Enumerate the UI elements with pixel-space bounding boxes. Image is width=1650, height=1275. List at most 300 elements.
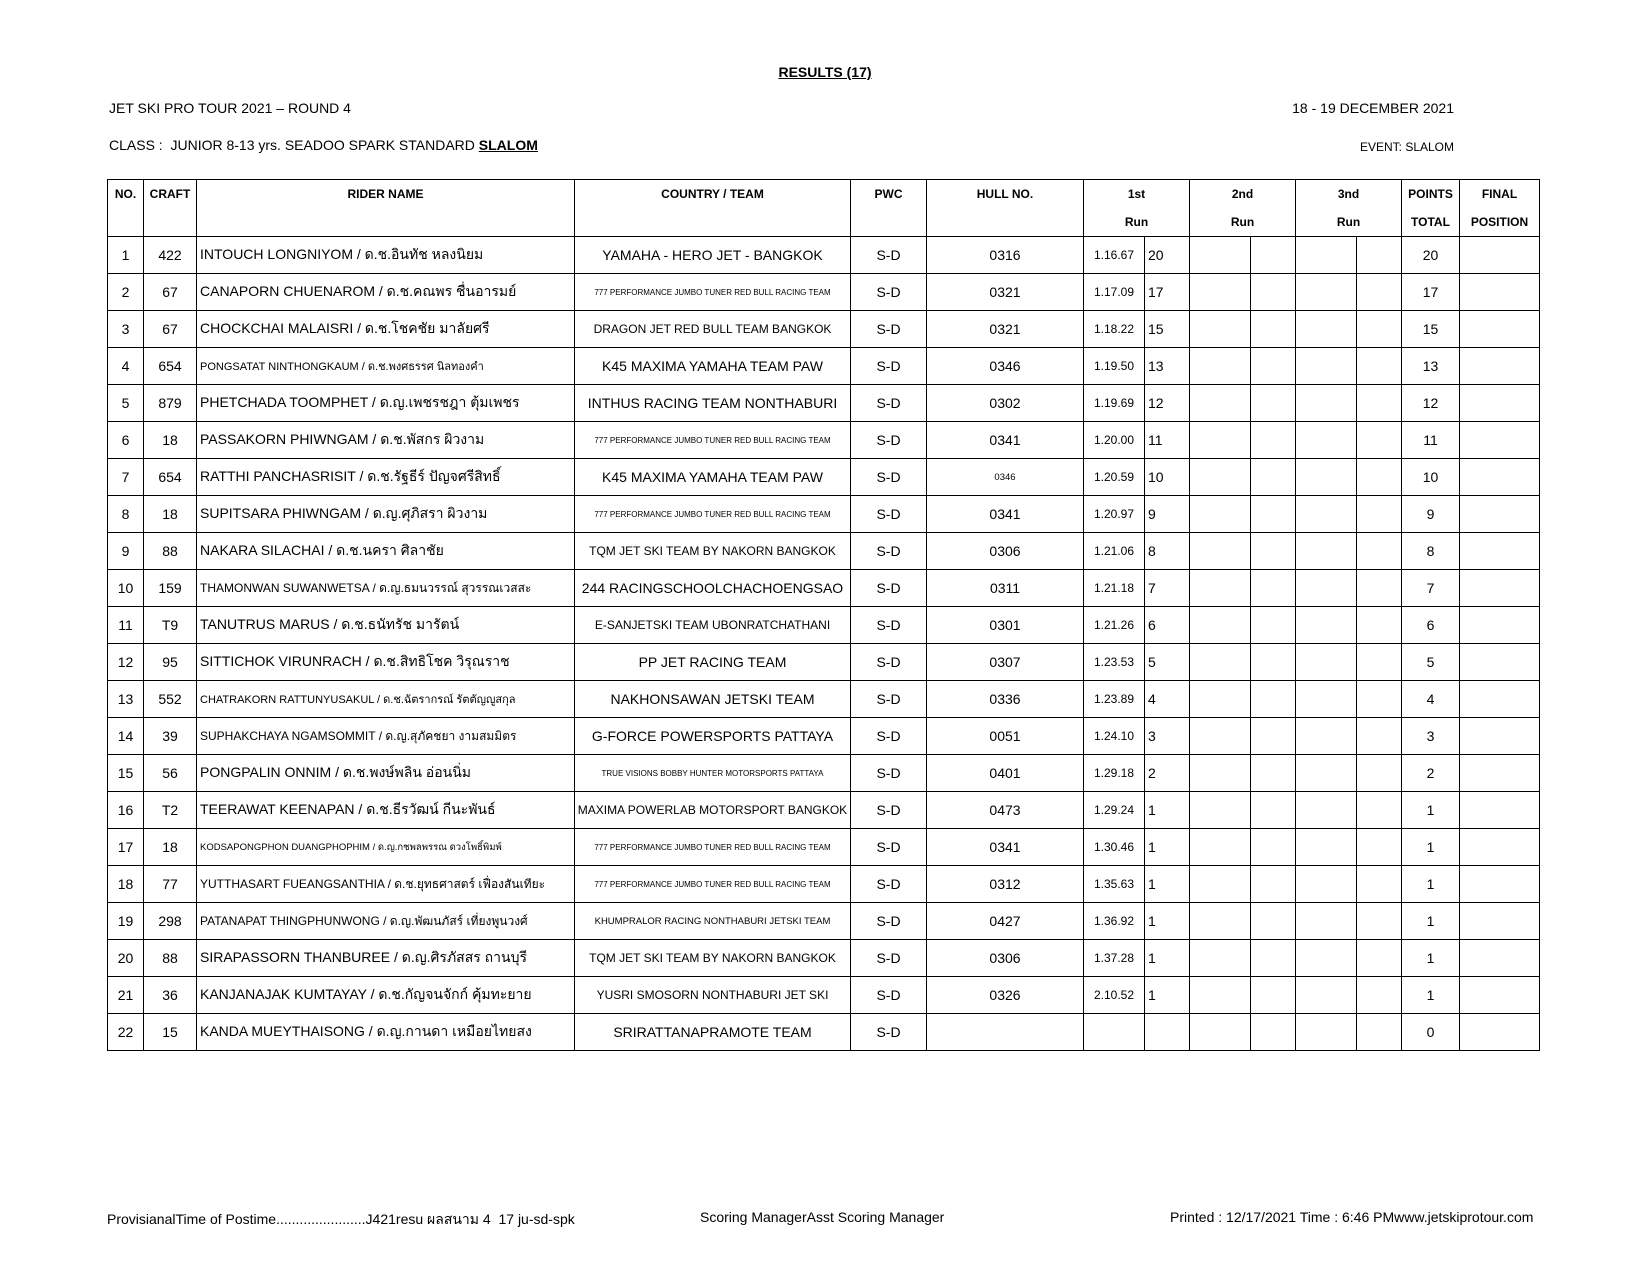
cell-pwc: S-D [851,977,927,1014]
cell-final-position [1460,607,1540,644]
cell-run2-points [1251,940,1296,977]
cell-no: 6 [108,422,144,459]
cell-run1-time: 1.23.89 [1084,681,1145,718]
cell-no: 7 [108,459,144,496]
cell-final-position [1460,348,1540,385]
col-team: COUNTRY / TEAM [575,180,851,209]
cell-points-total: 1 [1402,792,1460,829]
cell-run2-time [1190,681,1251,718]
cell-hull: 0051 [927,718,1084,755]
cell-points-total: 5 [1402,644,1460,681]
cell-run2-points [1251,311,1296,348]
cell-final-position [1460,237,1540,274]
class-line [109,137,538,153]
cell-team: 777 PERFORMANCE JUMBO TUNER RED BULL RACING TEAM [575,496,851,533]
cell-final-position [1460,385,1540,422]
cell-run1-points: 3 [1145,718,1190,755]
cell-craft: 552 [144,681,197,718]
cell-rider: INTOUCH LONGNIYOM / ด.ช.อินทัช หลงนิยม [197,237,575,274]
class-event-name: SLALOM [478,137,538,153]
cell-run2-points [1251,644,1296,681]
cell-final-position [1460,792,1540,829]
cell-run1-time: 1.20.59 [1084,459,1145,496]
table-row [108,1014,1540,1051]
cell-team: E-SANJETSKI TEAM UBONRATCHATHANI [575,607,851,644]
cell-rider: PATANAPAT THINGPHUNWONG / ด.ญ.พัฒนภัสร์ เที่ยงพูนวงศ์ [197,903,575,940]
cell-run3-time [1296,718,1357,755]
cell-points-total: 0 [1402,1014,1460,1051]
cell-run1-time: 1.37.28 [1084,940,1145,977]
cell-run2-points [1251,829,1296,866]
cell-points-total: 10 [1402,459,1460,496]
col-pwc: PWC [851,180,927,209]
cell-run2-time [1190,977,1251,1014]
table-row [108,607,1540,644]
cell-run1-time: 1.17.09 [1084,274,1145,311]
tour-name: JET SKI PRO TOUR 2021 – ROUND 4 [109,100,351,116]
cell-pwc: S-D [851,792,927,829]
cell-run3-time [1296,533,1357,570]
cell-no: 13 [108,681,144,718]
cell-rider: PHETCHADA TOOMPHET / ด.ญ.เพชรชฎา ตุ้มเพชร [197,385,575,422]
cell-run2-time [1190,422,1251,459]
table-row [108,681,1540,718]
cell-run3-points [1357,496,1402,533]
cell-run2-time [1190,866,1251,903]
cell-craft: 18 [144,422,197,459]
cell-no: 15 [108,755,144,792]
cell-team: TRUE VISIONS BOBBY HUNTER MOTORSPORTS PATTAYA [575,755,851,792]
cell-run2-time [1190,792,1251,829]
cell-rider: YUTTHASART FUEANGSANTHIA / ด.ช.ยุทธศาสตร์ เฟื่องสันเทียะ [197,866,575,903]
table-row [108,533,1540,570]
cell-final-position [1460,459,1540,496]
cell-run3-time [1296,903,1357,940]
cell-no: 11 [108,607,144,644]
cell-hull: 0321 [927,311,1084,348]
cell-run3-time [1296,459,1357,496]
cell-points-total: 11 [1402,422,1460,459]
cell-run3-time [1296,570,1357,607]
cell-no: 22 [108,1014,144,1051]
cell-pwc: S-D [851,644,927,681]
cell-run3-time [1296,792,1357,829]
footer-scoring: Scoring ManagerAsst Scoring Manager [700,1209,945,1225]
cell-run1-time: 1.29.24 [1084,792,1145,829]
cell-rider: CANAPORN CHUENAROM / ด.ช.คณพร ชื่นอารมย์ [197,274,575,311]
cell-final-position [1460,829,1540,866]
cell-hull: 0341 [927,422,1084,459]
event-dates: 18 - 19 DECEMBER 2021 [1292,100,1454,116]
cell-no: 19 [108,903,144,940]
cell-hull: 0336 [927,681,1084,718]
table-row [108,829,1540,866]
cell-run1-points: 2 [1145,755,1190,792]
cell-run1-time: 1.19.69 [1084,385,1145,422]
cell-points-total: 12 [1402,385,1460,422]
table-row [108,718,1540,755]
cell-points-total: 2 [1402,755,1460,792]
cell-pwc: S-D [851,755,927,792]
cell-run1-points: 15 [1145,311,1190,348]
cell-craft: 77 [144,866,197,903]
cell-run1-points: 8 [1145,533,1190,570]
cell-run3-time [1296,829,1357,866]
cell-run3-time [1296,755,1357,792]
cell-hull: 0306 [927,940,1084,977]
cell-hull: 0321 [927,274,1084,311]
cell-run3-points [1357,570,1402,607]
cell-final-position [1460,1014,1540,1051]
cell-run2-points [1251,755,1296,792]
cell-rider: KANJANAJAK KUMTAYAY / ด.ช.กัญจนจักก์ คุ้มทะยาย [197,977,575,1014]
table-row [108,348,1540,385]
cell-points-total: 1 [1402,940,1460,977]
cell-craft: 88 [144,533,197,570]
cell-team: YUSRI SMOSORN NONTHABURI JET SKI [575,977,851,1014]
col-hull: HULL NO. [927,180,1084,209]
cell-run2-time [1190,570,1251,607]
cell-run1-time: 2.10.52 [1084,977,1145,1014]
table-row [108,496,1540,533]
cell-team: MAXIMA POWERLAB MOTORSPORT BANGKOK [575,792,851,829]
table-row [108,792,1540,829]
cell-run1-points: 5 [1145,644,1190,681]
cell-run3-time [1296,274,1357,311]
cell-run1-time [1084,1014,1145,1051]
col-run3-sub: Run [1296,208,1402,237]
cell-pwc: S-D [851,422,927,459]
cell-run1-points: 1 [1145,903,1190,940]
cell-no: 17 [108,829,144,866]
cell-run3-points [1357,977,1402,1014]
cell-team: NAKHONSAWAN JETSKI TEAM [575,681,851,718]
cell-run2-points [1251,496,1296,533]
cell-pwc: S-D [851,496,927,533]
cell-final-position [1460,755,1540,792]
cell-points-total: 20 [1402,237,1460,274]
cell-team: 777 PERFORMANCE JUMBO TUNER RED BULL RACING TEAM [575,866,851,903]
cell-hull: 0346 [927,459,1084,496]
cell-pwc: S-D [851,274,927,311]
cell-final-position [1460,533,1540,570]
cell-no: 2 [108,274,144,311]
cell-run2-points [1251,718,1296,755]
cell-final-position [1460,570,1540,607]
cell-team: INTHUS RACING TEAM NONTHABURI [575,385,851,422]
cell-run3-time [1296,607,1357,644]
cell-pwc: S-D [851,607,927,644]
cell-hull: 0473 [927,792,1084,829]
cell-pwc: S-D [851,348,927,385]
cell-run3-points [1357,681,1402,718]
cell-points-total: 1 [1402,866,1460,903]
cell-craft: T2 [144,792,197,829]
cell-run3-time [1296,385,1357,422]
cell-hull: 0401 [927,755,1084,792]
col-points: POINTS [1402,180,1460,209]
cell-run2-time [1190,385,1251,422]
cell-hull: 0301 [927,607,1084,644]
col-run2-sub: Run [1190,208,1296,237]
results-body [108,237,1540,1051]
cell-craft: 654 [144,348,197,385]
cell-hull: 0316 [927,237,1084,274]
cell-final-position [1460,311,1540,348]
cell-rider: TEERAWAT KEENAPAN / ด.ช.ธีรวัฒน์ กีนะพันธ์ [197,792,575,829]
cell-run2-points [1251,866,1296,903]
cell-run3-points [1357,533,1402,570]
cell-craft: 18 [144,829,197,866]
cell-pwc: S-D [851,718,927,755]
cell-team: 777 PERFORMANCE JUMBO TUNER RED BULL RACING TEAM [575,422,851,459]
cell-hull: 0346 [927,348,1084,385]
cell-final-position [1460,422,1540,459]
cell-pwc: S-D [851,311,927,348]
cell-run2-points [1251,237,1296,274]
cell-run1-time: 1.21.06 [1084,533,1145,570]
cell-pwc: S-D [851,903,927,940]
cell-team: KHUMPRALOR RACING NONTHABURI JETSKI TEAM [575,903,851,940]
cell-run1-points: 4 [1145,681,1190,718]
event-label: EVENT: SLALOM [1359,140,1454,154]
col-run2: 2nd [1190,180,1296,209]
cell-rider: SITTICHOK VIRUNRACH / ด.ช.สิทธิโชค วิรุณราช [197,644,575,681]
cell-pwc: S-D [851,681,927,718]
table-row [108,644,1540,681]
cell-run1-time: 1.36.92 [1084,903,1145,940]
cell-run1-time: 1.21.18 [1084,570,1145,607]
footer-provisional: ProvisianalTime of Postime.......................J421resu ผลสนาม 4 17 ju-sd-spk [107,1211,575,1227]
table-row [108,459,1540,496]
cell-pwc: S-D [851,533,927,570]
cell-craft: 56 [144,755,197,792]
class-description: CLASS : JUNIOR 8-13 yrs. SEADOO SPARK STANDARD [109,137,479,153]
cell-rider: SIRAPASSORN THANBUREE / ด.ญ.ศิรภัสสร ถานบุรี [197,940,575,977]
cell-pwc: S-D [851,385,927,422]
cell-hull: 0326 [927,977,1084,1014]
cell-hull: 0307 [927,644,1084,681]
cell-run1-points: 1 [1145,940,1190,977]
cell-points-total: 4 [1402,681,1460,718]
cell-final-position [1460,644,1540,681]
cell-run1-points: 7 [1145,570,1190,607]
cell-run3-points [1357,348,1402,385]
cell-no: 12 [108,644,144,681]
table-row [108,422,1540,459]
cell-rider: TANUTRUS MARUS / ด.ช.ธนัทรัช มารัตน์ [197,607,575,644]
cell-run1-time: 1.16.67 [1084,237,1145,274]
cell-craft: 95 [144,644,197,681]
cell-pwc: S-D [851,459,927,496]
cell-rider: CHATRAKORN RATTUNYUSAKUL / ด.ช.ฉัตรากรณ์ รัตตัญญูสกุล [197,681,575,718]
cell-run2-time [1190,829,1251,866]
cell-run2-points [1251,348,1296,385]
cell-run1-time: 1.24.10 [1084,718,1145,755]
header-row-2 [108,208,1540,237]
footer-printed: Printed : 12/17/2021 Time : 6:46 PMwww.jetskiprotour.com [1170,1209,1534,1225]
table-row [108,977,1540,1014]
cell-points-total: 1 [1402,977,1460,1014]
cell-rider: PONGPALIN ONNIM / ด.ช.พงษ์พลิน อ่อนนิ่ม [197,755,575,792]
cell-hull: 0302 [927,385,1084,422]
cell-run2-time [1190,348,1251,385]
cell-run2-time [1190,496,1251,533]
cell-craft: 67 [144,274,197,311]
cell-craft: 879 [144,385,197,422]
cell-team: DRAGON JET RED BULL TEAM BANGKOK [575,311,851,348]
table-row [108,903,1540,940]
cell-run2-points [1251,1014,1296,1051]
cell-run2-points [1251,903,1296,940]
cell-team: G-FORCE POWERSPORTS PATTAYA [575,718,851,755]
cell-no: 5 [108,385,144,422]
cell-run1-points [1145,1014,1190,1051]
cell-run3-points [1357,755,1402,792]
cell-no: 20 [108,940,144,977]
cell-run1-points: 1 [1145,792,1190,829]
cell-run1-time: 1.20.97 [1084,496,1145,533]
cell-points-total: 17 [1402,274,1460,311]
cell-run1-points: 17 [1145,274,1190,311]
cell-run3-time [1296,940,1357,977]
cell-final-position [1460,903,1540,940]
cell-team: 244 RACINGSCHOOLCHACHOENGSAO [575,570,851,607]
cell-run3-time [1296,681,1357,718]
cell-points-total: 15 [1402,311,1460,348]
cell-run3-points [1357,274,1402,311]
cell-run3-points [1357,607,1402,644]
cell-pwc: S-D [851,570,927,607]
cell-rider: NAKARA SILACHAI / ด.ช.นครา ศิลาชัย [197,533,575,570]
cell-run2-time [1190,607,1251,644]
cell-run2-time [1190,459,1251,496]
cell-run2-points [1251,570,1296,607]
cell-craft: 36 [144,977,197,1014]
cell-no: 14 [108,718,144,755]
cell-run3-time [1296,496,1357,533]
cell-rider: SUPHAKCHAYA NGAMSOMMIT / ด.ญ.สุภัคชยา งามสมมิตร [197,718,575,755]
cell-craft: 298 [144,903,197,940]
cell-pwc: S-D [851,237,927,274]
cell-run2-time [1190,718,1251,755]
cell-run3-points [1357,940,1402,977]
cell-hull: 0306 [927,533,1084,570]
cell-no: 21 [108,977,144,1014]
cell-run2-time [1190,533,1251,570]
cell-run3-points [1357,385,1402,422]
document-title: RESULTS (17) [778,64,872,80]
cell-team: K45 MAXIMA YAMAHA TEAM PAW [575,348,851,385]
cell-run2-points [1251,533,1296,570]
cell-run3-points [1357,459,1402,496]
cell-points-total: 3 [1402,718,1460,755]
cell-points-total: 13 [1402,348,1460,385]
cell-run1-points: 20 [1145,237,1190,274]
cell-pwc: S-D [851,866,927,903]
table-row [108,755,1540,792]
cell-final-position [1460,681,1540,718]
cell-craft: 18 [144,496,197,533]
col-rider: RIDER NAME [197,180,575,209]
cell-run1-time: 1.21.26 [1084,607,1145,644]
cell-run1-points: 10 [1145,459,1190,496]
cell-rider: PONGSATAT NINTHONGKAUM / ด.ช.พงศธรรศ นิลทองคำ [197,348,575,385]
cell-team: TQM JET SKI TEAM BY NAKORN BANGKOK [575,940,851,977]
cell-rider: CHOCKCHAI MALAISRI / ด.ช.โชคชัย มาลัยศรี [197,311,575,348]
cell-run3-points [1357,792,1402,829]
cell-team: PP JET RACING TEAM [575,644,851,681]
cell-final-position [1460,274,1540,311]
cell-run1-points: 1 [1145,866,1190,903]
col-no: NO. [108,180,144,209]
results-table [107,179,1540,1051]
cell-run1-points: 6 [1145,607,1190,644]
cell-rider: KODSAPONGPHON DUANGPHOPHIM / ด.ญ.กชพลพรรณ ดวงโพธิ์พิมพ์ [197,829,575,866]
cell-final-position [1460,977,1540,1014]
cell-team: SRIRATTANAPRAMOTE TEAM [575,1014,851,1051]
cell-points-total: 1 [1402,829,1460,866]
cell-no: 8 [108,496,144,533]
cell-run3-points [1357,311,1402,348]
cell-rider: RATTHI PANCHASRISIT / ด.ช.รัฐธีร์ ปัญจศรีสิทธิ์ [197,459,575,496]
cell-run3-time [1296,422,1357,459]
cell-run2-points [1251,274,1296,311]
cell-run1-time: 1.19.50 [1084,348,1145,385]
cell-craft: T9 [144,607,197,644]
cell-hull [927,1014,1084,1051]
cell-rider: SUPITSARA PHIWNGAM / ด.ญ.ศุภิสรา ผิวงาม [197,496,575,533]
cell-craft: 15 [144,1014,197,1051]
cell-final-position [1460,940,1540,977]
cell-no: 18 [108,866,144,903]
cell-run1-points: 1 [1145,977,1190,1014]
cell-points-total: 7 [1402,570,1460,607]
cell-run3-time [1296,348,1357,385]
cell-run3-points [1357,903,1402,940]
cell-craft: 88 [144,940,197,977]
col-final-sub: POSITION [1460,208,1540,237]
table-row [108,385,1540,422]
cell-run2-points [1251,459,1296,496]
col-run1-sub: Run [1084,208,1190,237]
cell-no: 1 [108,237,144,274]
cell-no: 16 [108,792,144,829]
table-row [108,237,1540,274]
cell-run3-time [1296,1014,1357,1051]
cell-hull: 0311 [927,570,1084,607]
table-row [108,311,1540,348]
cell-run2-points [1251,792,1296,829]
cell-run3-points [1357,422,1402,459]
cell-run1-points: 11 [1145,422,1190,459]
header-row-1 [108,180,1540,209]
cell-team: TQM JET SKI TEAM BY NAKORN BANGKOK [575,533,851,570]
cell-run3-points [1357,1014,1402,1051]
cell-run3-time [1296,866,1357,903]
cell-final-position [1460,496,1540,533]
cell-points-total: 1 [1402,903,1460,940]
cell-run3-points [1357,237,1402,274]
cell-run3-time [1296,644,1357,681]
cell-hull: 0312 [927,866,1084,903]
cell-no: 10 [108,570,144,607]
cell-team: K45 MAXIMA YAMAHA TEAM PAW [575,459,851,496]
cell-run2-points [1251,681,1296,718]
cell-team: 777 PERFORMANCE JUMBO TUNER RED BULL RACING TEAM [575,274,851,311]
cell-rider: KANDA MUEYTHAISONG / ด.ญ.กานดา เหมือยไทยสง [197,1014,575,1051]
cell-craft: 159 [144,570,197,607]
